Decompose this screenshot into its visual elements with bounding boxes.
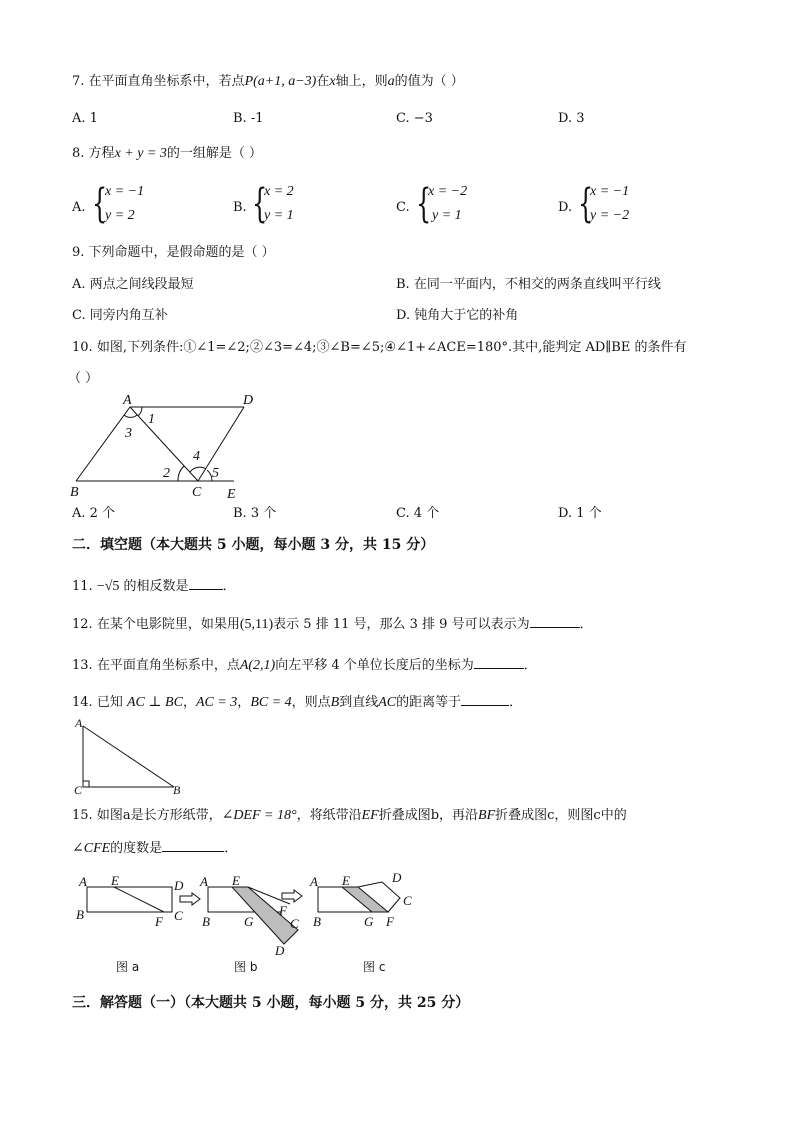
q14-end: ． xyxy=(509,695,523,710)
q12-number: 12. xyxy=(72,617,93,632)
label-3: 3 xyxy=(125,426,132,441)
q14-condition-3: BC = 4 xyxy=(250,695,292,710)
label-b: B xyxy=(313,914,321,929)
figure-a xyxy=(76,873,184,929)
label-b: B xyxy=(202,914,210,929)
brace-glyph: { xyxy=(416,181,432,227)
q10-option-c[interactable]: C. 4 个 xyxy=(396,506,440,521)
q13-stem xyxy=(72,655,537,674)
q8-equation: x + y = 3 xyxy=(114,146,167,161)
q12-text-a: 在某个电影院里，如果用 xyxy=(96,617,240,632)
q11-minus: − xyxy=(96,579,105,594)
q7-option-b[interactable]: B. -1 xyxy=(233,111,264,126)
label-4: 4 xyxy=(193,449,200,464)
q7-text: 在平面直角坐标系中，若点 xyxy=(88,74,245,89)
q15-stem-line2 xyxy=(72,838,237,857)
q8-option-a-label: A. xyxy=(72,200,86,215)
label-g: G xyxy=(244,914,254,929)
q7-var: a xyxy=(387,74,395,89)
q12-text-b: 表示 5 排 11 号，那么 3 排 9 号可以表示为 xyxy=(273,617,530,632)
q15-number: 15. xyxy=(72,808,93,823)
q14-answer-blank[interactable] xyxy=(461,692,509,706)
label-b: B xyxy=(173,783,181,795)
q8-option-d-line2: y = −2 xyxy=(590,208,630,223)
q14-sep-1: ， xyxy=(182,695,196,710)
q7-point: P(a+1, a−3) xyxy=(244,74,317,89)
q7-text-d: 的值为（ ） xyxy=(394,74,464,89)
q13-text-b: 向左平移 4 个单位长度后的坐标为 xyxy=(275,658,474,673)
label-e: E xyxy=(342,873,350,888)
q7-option-c[interactable]: C. −3 xyxy=(396,111,433,126)
q15-end: ． xyxy=(224,841,238,856)
q11-stem xyxy=(72,576,236,595)
q8-stem xyxy=(72,146,262,162)
q8-option-a-line2: y = 2 xyxy=(105,208,135,223)
q12-stem xyxy=(72,614,593,633)
q9-option-a[interactable]: A. 两点之间线段最短 xyxy=(72,277,194,292)
q15-stem-line1 xyxy=(72,808,627,824)
label-5: 5 xyxy=(212,466,219,481)
q7-axis: x xyxy=(329,74,336,89)
q8-option-b-line1: x = 2 xyxy=(264,184,294,199)
right-angle-mark xyxy=(83,781,89,787)
q7-stem xyxy=(72,74,464,90)
q10-option-a[interactable]: A. 2 个 xyxy=(72,506,116,521)
q13-answer-blank[interactable] xyxy=(474,655,524,669)
q14-stem xyxy=(72,692,522,711)
q15-text-b: ，将纸带沿 xyxy=(296,808,362,823)
q7-text-b: 在 xyxy=(316,74,330,89)
q8-number: 8. xyxy=(72,146,85,161)
section-3-heading: 三．解答题（一）（本大题共 5 小题，每小题 5 分，共 25 分） xyxy=(72,995,470,1011)
q15-text-c: 折叠成图b，再沿 xyxy=(378,808,479,823)
caption-figure-a: 图 a xyxy=(116,960,140,974)
q9-text: 下列命题中，是假命题的是（ ） xyxy=(88,245,275,260)
q15-angle-cfe: ∠CFE xyxy=(72,841,111,856)
q14-condition-2: AC = 3 xyxy=(195,695,238,710)
label-1: 1 xyxy=(148,412,155,427)
q8-option-d-label: D. xyxy=(558,200,573,215)
folded-part-b xyxy=(232,887,298,944)
label-d: D xyxy=(275,943,285,958)
q14-text-a: 已知 xyxy=(96,695,123,710)
line-cd xyxy=(198,407,244,481)
q10-number: 10. xyxy=(72,340,93,355)
q10-option-d[interactable]: D. 1 个 xyxy=(558,506,602,521)
q14-point: B xyxy=(330,695,340,710)
brace-glyph: { xyxy=(92,181,108,227)
arrow-right-icon xyxy=(180,893,200,905)
label-2: 2 xyxy=(163,466,170,481)
caption-figure-b: 图 b xyxy=(234,960,258,974)
q10-text: 如图,下列条件:①∠1=∠2;②∠3=∠4;③∠B=∠5;④∠1+∠ACE=180°.其中,能判定 AD∥BE 的条件有 xyxy=(96,340,687,355)
q12-pair: (5,11) xyxy=(239,617,274,632)
q12-answer-blank[interactable] xyxy=(530,614,580,628)
q15-line-ef: EF xyxy=(361,808,379,823)
q14-number: 14. xyxy=(72,695,93,710)
label-f: F xyxy=(279,903,287,918)
q15-text-a: 如图a是长方形纸带， xyxy=(96,808,222,823)
figure-b xyxy=(199,873,299,958)
q15-text-e: 的度数是 xyxy=(110,841,163,856)
arrow-right-icon xyxy=(282,890,302,902)
q7-option-d[interactable]: D. 3 xyxy=(558,111,585,126)
label-c: C xyxy=(174,908,183,923)
label-g: G xyxy=(364,914,374,929)
q10-figure xyxy=(66,390,266,500)
q7-text-c: 轴上，则 xyxy=(335,74,388,89)
q8-text-b: 的一组解是（ ） xyxy=(166,146,263,161)
line-ab xyxy=(76,407,130,481)
label-f: F xyxy=(155,914,163,929)
label-a: A xyxy=(200,874,208,889)
q8-option-b-label: B. xyxy=(233,200,247,215)
label-d: D xyxy=(243,393,254,408)
q9-number: 9. xyxy=(72,245,85,260)
q7-option-a[interactable]: A. 1 xyxy=(72,111,98,126)
q9-option-c[interactable]: C. 同旁内角互补 xyxy=(72,308,168,323)
angle-2-arc xyxy=(178,466,184,481)
label-c: C xyxy=(290,916,299,931)
q11-radical: √5 xyxy=(104,579,120,594)
q8-option-c-label: C. xyxy=(396,200,410,215)
label-d: D xyxy=(174,878,184,893)
q8-option-b-line2: y = 1 xyxy=(264,208,294,223)
label-b: B xyxy=(76,907,84,922)
brace-glyph: { xyxy=(578,181,594,227)
q11-answer-blank[interactable] xyxy=(189,576,223,590)
label-b: B xyxy=(70,485,79,500)
q13-text-a: 在平面直角坐标系中，点 xyxy=(96,658,240,673)
q15-line-bf: BF xyxy=(478,808,496,823)
q8-option-c-line1: x = −2 xyxy=(428,184,468,199)
q13-number: 13. xyxy=(72,658,93,673)
q9-stem xyxy=(72,245,275,261)
q8-option-a-line1: x = −1 xyxy=(105,184,145,199)
q14-text-c: 到直线 xyxy=(339,695,379,710)
q10-option-b[interactable]: B. 3 个 xyxy=(233,506,277,521)
folded-part-c xyxy=(342,887,388,912)
q14-text-d: 的距离等于 xyxy=(396,695,462,710)
angle-3-arc xyxy=(124,415,137,417)
q10-stem xyxy=(72,340,686,356)
label-e: E xyxy=(111,873,119,888)
q8-option-c-line2: y = 1 xyxy=(432,208,462,223)
q11-text: 的相反数是 xyxy=(119,579,189,594)
angle-1-arc xyxy=(138,407,142,416)
fold-line-ef xyxy=(114,887,164,912)
label-e: E xyxy=(232,873,240,888)
q14-text-b: ，则点 xyxy=(291,695,331,710)
label-a: A xyxy=(123,393,132,408)
q13-point: A(2,1) xyxy=(239,658,276,673)
label-c: C xyxy=(74,783,83,795)
line-ab xyxy=(83,726,174,787)
q15-answer-blank[interactable] xyxy=(162,838,224,852)
label-f: F xyxy=(386,914,394,929)
label-a: A xyxy=(310,874,318,889)
q10-paren: （ ） xyxy=(68,371,99,386)
section-2-heading: 二．填空题（本大题共 5 小题，每小题 3 分，共 15 分） xyxy=(72,537,435,553)
q15-angle: ∠DEF = 18° xyxy=(221,808,297,823)
q14-figure xyxy=(70,715,190,795)
label-c: C xyxy=(192,485,202,500)
q15-text-d: 折叠成图c，则图c中的 xyxy=(495,808,627,823)
q13-end: ． xyxy=(523,658,537,673)
q8-text-a: 方程 xyxy=(88,146,115,161)
q9-option-d[interactable]: D. 钝角大于它的补角 xyxy=(396,308,519,323)
label-a: A xyxy=(75,716,83,730)
strip-a xyxy=(87,887,172,912)
label-a: A xyxy=(79,874,87,889)
caption-figure-c: 图 c xyxy=(363,960,386,974)
q11-end: ． xyxy=(222,579,236,594)
q9-option-b[interactable]: B. 在同一平面内，不相交的两条直线叫平行线 xyxy=(396,277,661,292)
q14-condition-1: AC ⊥ BC xyxy=(126,695,183,710)
q11-number: 11. xyxy=(72,579,93,594)
q7-number: 7. xyxy=(72,74,85,89)
q12-end: ． xyxy=(579,617,593,632)
q8-option-d-line1: x = −1 xyxy=(590,184,630,199)
label-c: C xyxy=(403,893,412,908)
q14-line: AC xyxy=(378,695,397,710)
brace-glyph: { xyxy=(252,181,268,227)
label-d: D xyxy=(392,870,402,885)
figure-c xyxy=(309,870,412,929)
q14-sep-2: ， xyxy=(237,695,251,710)
label-e: E xyxy=(227,487,236,500)
